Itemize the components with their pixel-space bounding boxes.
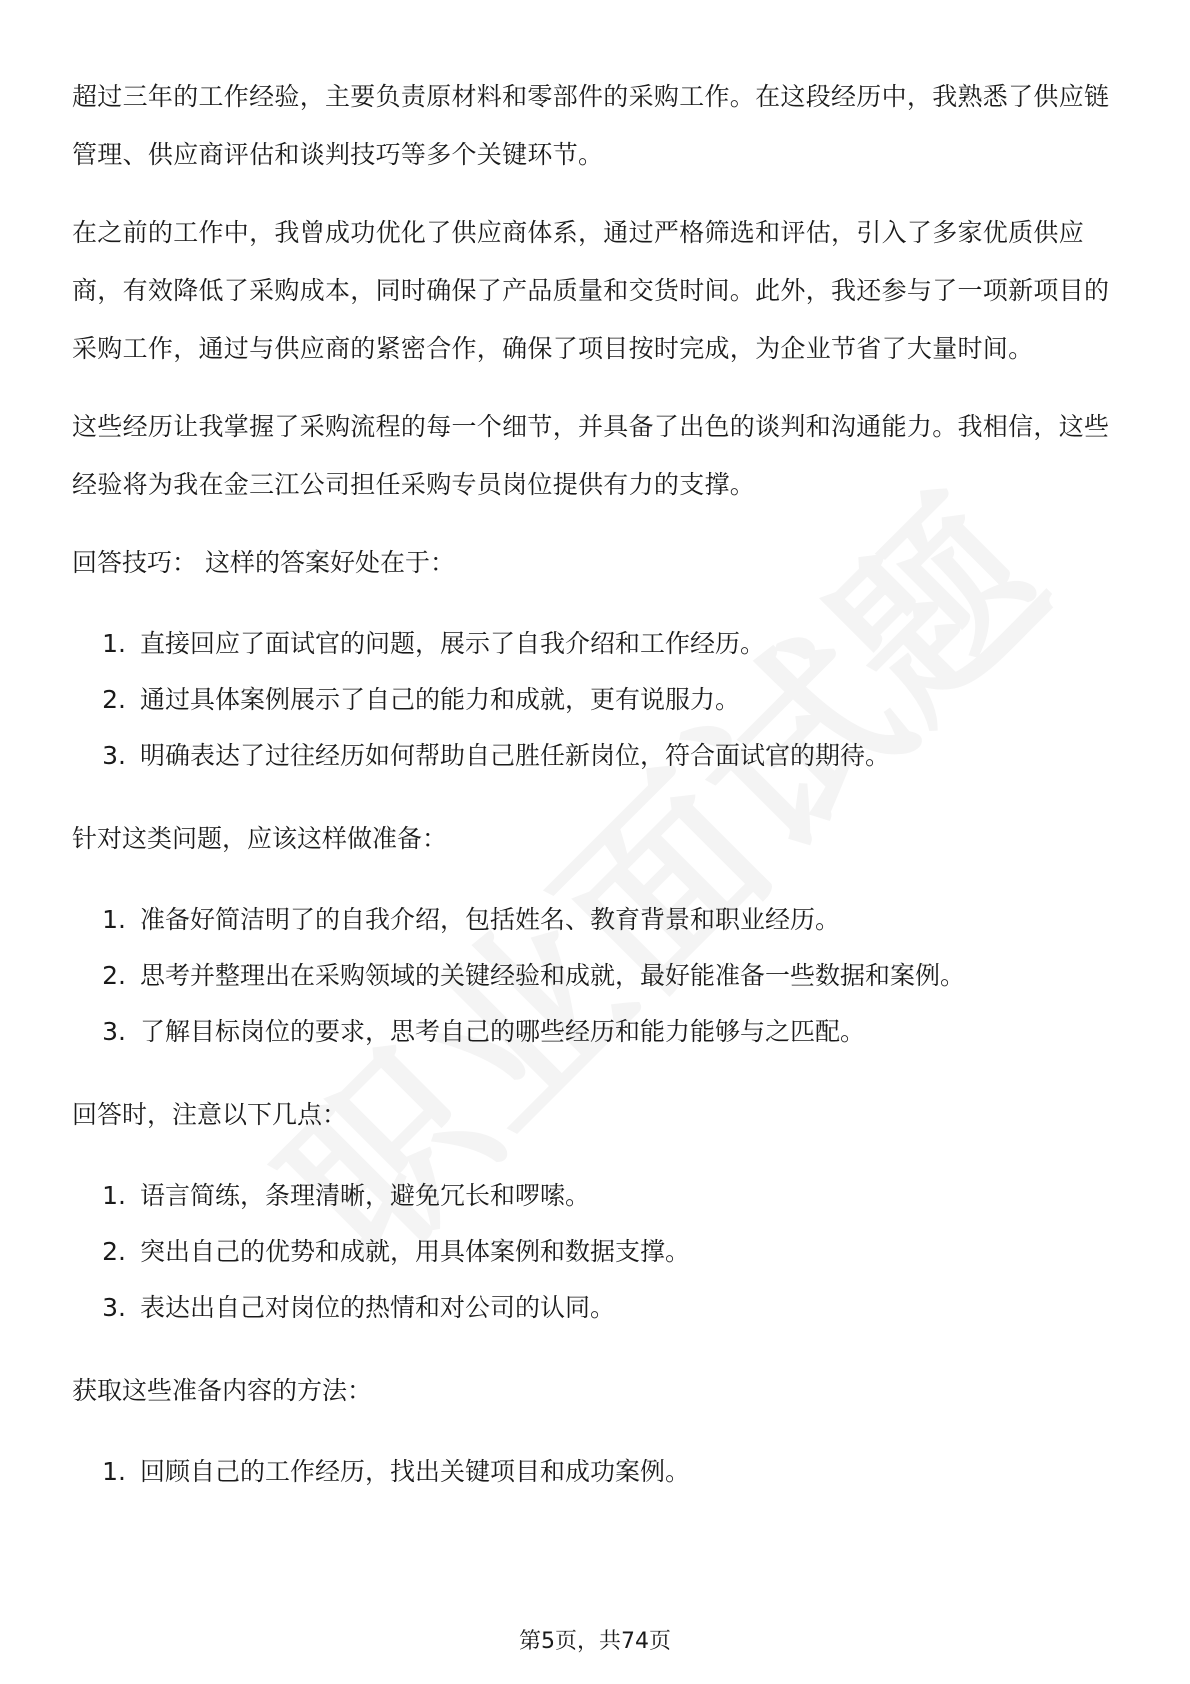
section-methods — [72, 1362, 1122, 1500]
list-item-text: 回顾自己的工作经历，找出关键项目和成功案例。 — [140, 1457, 691, 1486]
paragraph: 在之前的工作中，我曾成功优化了供应商体系，通过严格筛选和评估，引入了多家优质供应商，有效降低了采购成本，同时确保了产品质量和交货时间。此外，我还参与了一项新项目的采购工作，通过与供应商的紧密合作，确保了项目按时完成，为企业节省了大量时间。 — [72, 218, 1110, 363]
section-heading: 获取这些准备内容的方法： — [72, 1376, 373, 1405]
list-number: 3. — [102, 1293, 126, 1322]
list-item — [72, 728, 1122, 784]
list-number: 2. — [102, 1237, 126, 1266]
list-item — [72, 1224, 1122, 1280]
list-item-text: 表达出自己对岗位的热情和对公司的认同。 — [140, 1293, 616, 1322]
list-item — [72, 1444, 1122, 1500]
list-item — [72, 616, 1122, 672]
section-answer-notes — [72, 1086, 1122, 1336]
list-item — [72, 948, 1122, 1004]
section-preparation — [72, 810, 1122, 1060]
numbered-list — [72, 1168, 1122, 1336]
list-item-text: 突出自己的优势和成就，用具体案例和数据支撑。 — [140, 1237, 691, 1266]
paragraph: 这些经历让我掌握了采购流程的每一个细节，并具备了出色的谈判和沟通能力。我相信，这些经验将为我在金三江公司担任采购专员岗位提供有力的支撑。 — [72, 412, 1110, 499]
list-number: 1. — [102, 629, 126, 658]
list-item — [72, 1280, 1122, 1336]
section-heading: 针对这类问题，应该这样做准备： — [72, 824, 448, 853]
list-item — [72, 1004, 1122, 1060]
document-body — [72, 68, 1122, 1526]
list-number: 1. — [102, 1181, 126, 1210]
list-item-text: 了解目标岗位的要求，思考自己的哪些经历和能力能够与之匹配。 — [140, 1017, 866, 1046]
section-answer-tips — [72, 534, 1122, 784]
list-number: 2. — [102, 961, 126, 990]
list-item-text: 通过具体案例展示了自己的能力和成就，更有说服力。 — [140, 685, 741, 714]
numbered-list — [72, 1444, 1122, 1500]
numbered-list — [72, 616, 1122, 784]
list-number: 1. — [102, 1457, 126, 1486]
list-item-text: 思考并整理出在采购领域的关键经验和成就，最好能准备一些数据和案例。 — [140, 961, 966, 990]
list-number: 3. — [102, 741, 126, 770]
list-item-text: 明确表达了过往经历如何帮助自己胜任新岗位，符合面试官的期待。 — [140, 741, 891, 770]
list-number: 2. — [102, 685, 126, 714]
section-heading: 回答时，注意以下几点： — [72, 1100, 348, 1129]
list-item-text: 语言简练，条理清晰，避免冗长和啰嗦。 — [140, 1181, 591, 1210]
section-heading: 回答技巧： 这样的答案好处在于： — [72, 548, 455, 577]
list-item — [72, 892, 1122, 948]
paragraph: 超过三年的工作经验，主要负责原材料和零部件的采购工作。在这段经历中，我熟悉了供应链管理、供应商评估和谈判技巧等多个关键环节。 — [72, 82, 1110, 169]
page-number-footer: 第5页，共74页 — [519, 1629, 671, 1654]
list-item — [72, 672, 1122, 728]
list-number: 1. — [102, 905, 126, 934]
list-number: 3. — [102, 1017, 126, 1046]
numbered-list — [72, 892, 1122, 1060]
list-item-text: 准备好简洁明了的自我介绍，包括姓名、教育背景和职业经历。 — [140, 905, 841, 934]
list-item — [72, 1168, 1122, 1224]
list-item-text: 直接回应了面试官的问题，展示了自我介绍和工作经历。 — [140, 629, 766, 658]
